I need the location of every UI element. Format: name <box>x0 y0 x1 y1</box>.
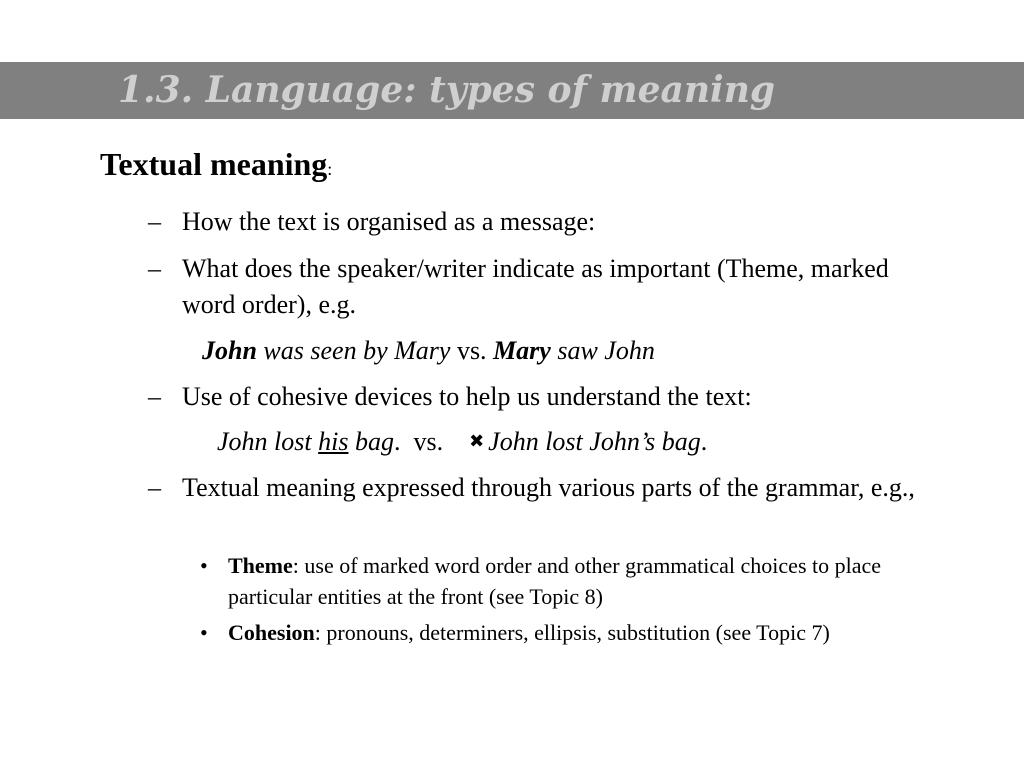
example-text: John lost John’s bag <box>488 427 701 456</box>
dash-item-text: What does the speaker/writer indicate as important (Theme, marked word order), e.g. <box>182 254 889 319</box>
dash-item-importance <box>148 251 948 323</box>
example-underlined-his: his <box>318 427 349 456</box>
dash-item-grammar <box>148 470 948 506</box>
example-period: . <box>700 427 708 456</box>
dash-marker: – <box>148 473 161 502</box>
example-text: John lost <box>217 427 319 456</box>
example-text: saw John <box>550 336 655 365</box>
dash-item-cohesive-devices <box>148 379 948 415</box>
bullet-description: : use of marked word order and other grammatical choices to place particular entities at the front (see Topic 8) <box>228 553 882 609</box>
example-text: bag <box>348 427 394 456</box>
example-vs: vs. <box>400 427 470 456</box>
dash-item-text: Use of cohesive devices to help us understand the text: <box>182 382 752 411</box>
title-bar <box>0 62 1024 119</box>
bullet-item-cohesion <box>200 617 940 648</box>
bullet-term: Theme <box>228 553 293 578</box>
example-text: was seen by Mary <box>256 336 451 365</box>
dash-marker: – <box>148 382 161 411</box>
bullet-text <box>228 550 940 612</box>
bullet-item-theme <box>200 550 940 612</box>
dash-item-text: How the text is organised as a message: <box>182 207 596 236</box>
cross-mark-icon: ✖ <box>469 431 485 452</box>
dash-item-text: Textual meaning expressed through various parts of the grammar, e.g., <box>182 473 915 502</box>
heading-colon: : <box>327 159 333 179</box>
dash-marker: – <box>148 207 161 236</box>
bullet-marker: • <box>200 620 208 645</box>
bullet-marker: • <box>200 553 208 578</box>
bullet-description: : pronouns, determiners, ellipsis, substitution (see Topic 7) <box>314 620 830 645</box>
section-heading <box>100 145 332 188</box>
example-period: . <box>393 427 401 456</box>
dash-marker: – <box>148 254 161 283</box>
slide-title: 1.3. Language: types of meaning <box>118 69 776 111</box>
dash-item-organisation <box>148 204 948 240</box>
example-bold-john: John <box>202 336 257 365</box>
example-vs: vs. <box>450 336 494 365</box>
heading-text: Textual meaning <box>100 146 328 182</box>
bullet-text <box>228 617 940 648</box>
example-theme <box>202 333 655 369</box>
bullet-term: Cohesion <box>228 620 315 645</box>
example-bold-mary: Mary <box>493 336 551 365</box>
example-cohesion <box>217 424 707 460</box>
